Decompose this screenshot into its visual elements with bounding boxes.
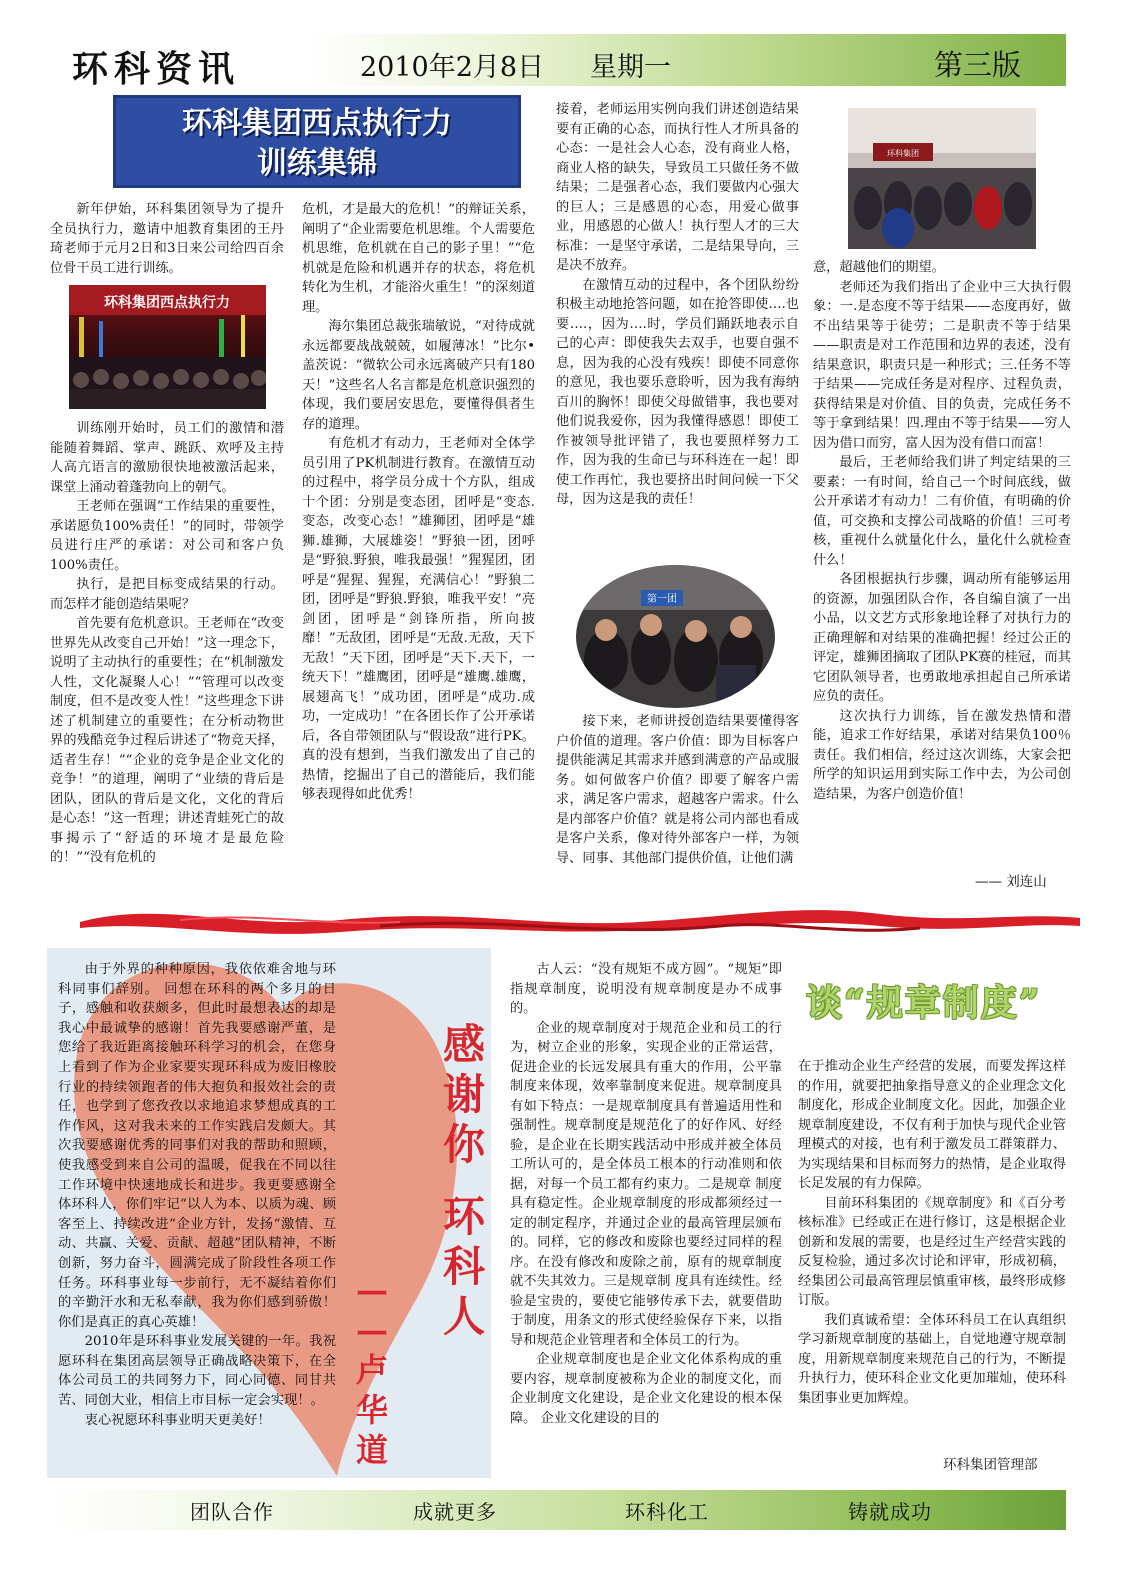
seminar-hall-image: [848, 108, 1036, 249]
paragraph: 由于外界的种种原因，我依依难舍地与环科同事们辞别。 回想在环科的两个多月的日子，感触和收获颇多，但此时最想表达的却是我心中最诚挚的感谢！首先我要感谢严董，是您给了我近距离接触环科学习的机会，在您身上看到了作为企业家要实现环科成为废旧橡胶行业的持续领跑者的伟大抱负和报效社会的责任，也学到了您孜孜以求地追求梦想成真的工作作风，这对我未来的工作实践启发颇大。其次我要感谢优秀的同事们对我的帮助和照顾，使我感受到来自公司的温暖，促我在不同以往工作环境中快速地成长和进步。我更要感谢全体环科人，你们牢记“以人为本、以质为魂、顾客至上、持续改进”企业方针，发扬“激情、互动、共赢、关爱、贡献、超越”团队精神，不断创新，努力奋斗，圆满完成了阶段性各项工作任务。环科事业每一步前行，无不凝结着你们的辛勤汗水和无私奉献，我为你们感到骄傲！你们是真正的真心英雄！: [58, 962, 336, 1330]
title-char: 谢: [442, 1070, 485, 1119]
thanks-signature-vertical: [352, 1270, 392, 1470]
paragraph: 新年伊始，环科集团领导为了提升全员执行力，邀请中旭教育集团的王丹琦老师于元月2日和3日来公司给四百余位骨干员工进行训练。: [50, 202, 284, 276]
paragraph: 企业规章制度也是企业文化体系构成的重要内容，规章制度被称为企业的制度文化，而企业制度文化建设，是企业文化建设的根本保障。 企业文化建设的目的: [510, 1352, 782, 1426]
paragraph: 接着，老师运用实例向我们讲述创造结果要有正确的心态，而执行性人才所具备的心态：一是社会人心态，没有商业人格，商业人格的缺失，导致员工只做任务不做结果；二是强者心态，我们要做内心强大的巨人；三是感恩的心态，用爱心做事业，用感恩的心做人！执行型人才的三大标准：一是坚守承诺，二是结果导向，三是决不放弃。: [556, 102, 799, 273]
sign-char: 卢: [355, 1351, 388, 1389]
sign-char: —: [356, 1271, 388, 1309]
red-ribbon-divider: [80, 892, 1080, 952]
paragraph: 首先要有危机意识。王老师在“改变世界先从改变自己开始！”这一理念下，说明了主动执行的重要性；在“机制激发人性，文化凝聚人心！”“管理可以改变制度，但不是改变人性！”这些理念下讲述了机制建立的重要性；在分析动物世界的残酷竞争过程后讲述了“物竞天择，适者生存！”“企业的竞争是企业文化的竞争！”的道理，阐明了“业绩的背后是团队，团队的背后是文化，文化的背后是心态！”这一哲理；讲述青蛙死亡的故事揭示了“舒适的环境才是最危险的！”“没有危机的: [50, 616, 284, 865]
paragraph: 在于推动企业生产经营的发展，而要发挥这样的作用，就要把抽象指导意义的企业理念文化制度化，形成企业制度文化。因此，加强企业规章制度建设，不仅有利于加快与现代企业管理模式的对接，也有利于激发员工群策群力、为实现结果和目标而努力的热情，是企业取得长足发展的有力保障。: [798, 1059, 1066, 1191]
team-group-image: [576, 565, 775, 708]
training-stage-image: [69, 285, 266, 409]
training-photo-oval: [576, 565, 775, 708]
issue-weekday: 星期一: [590, 52, 671, 83]
thanks-title-vertical: [434, 1020, 494, 1342]
paragraph: 衷心祝愿环科事业明天更美好！: [84, 1412, 271, 1428]
footer-slogan-4: 铸就成功: [848, 1500, 932, 1524]
masthead-title: 环科资讯: [72, 48, 241, 90]
paragraph: 危机，才是最大的危机！”的辩证关系，阐明了“企业需要危机思维。个人需要危机思维，危机就在自己的影子里！”“危机就是危险和机遇并存的状态，将危机转化为生机，才能浴火重生！”的深刻道理。: [302, 202, 535, 315]
paragraph: 有危机才有动力，王老师对全体学员引用了PK机制进行教育。在激情互动的过程中，将学员分成十个方队，组成十个团：分别是变态团，团呼是“变态.变态，改变心态！”雄狮团，团呼是“雄狮.雄狮，大展雄姿！”野狼一团，团呼是“野狼.野狼，唯我最强！”猩猩团，团呼是“猩猩、猩猩，充满信心！”野狼二团，团呼是“野狼.野狼，唯我平安！”亮剑团，团呼是“剑锋所指，所向披靡！”无敌团，团呼是“无敌.无敌，天下无敌！”天下团，团呼是“天下.天下，一统天下！”雄鹰团，团呼是“雄鹰.雄鹰，展翅高飞！”成功团，团呼是“成功.成功，一定成功！”在各团长作了公开承诺后，各自带领团队与“假设敌”进行PK。真的没有想到，当我们激发出了自己的热情，挖掘出了自己的潜能后，我们能够表现得如此优秀！: [302, 436, 535, 802]
paragraph: 在激情互动的过程中，各个团队纷纷积极主动地抢答问题，如在抢答即使….也要….，因为….时，学员们踊跃地表示自己的心声：即使我失去双手，也要自强不息，因为我的心没有残疾！即使不同意你的意见，我也要乐意聆听，因为我有海纳百川的胸怀！即使父母做错事，我也要对他们说我爱你，因为我懂得感恩！即使工作被领导批评错了，我也要照样努力工作，因为我的生命已与环科连在一起！即使工作再忙，我也要挤出时间问候一下父母，因为这是我的责任！: [556, 277, 799, 507]
paragraph: 训练刚开始时，员工们的激情和潜能随着舞蹈、掌声、跳跃、欢呼及主持人高亢语言的激励很快地被激活起来，课堂上涌动着蓬勃向上的朝气。: [50, 421, 284, 495]
paragraph: 意，超越他们的期望。: [813, 260, 945, 275]
paragraph: 执行，是把目标变成结果的行动。而怎样才能创造结果呢？: [50, 577, 284, 612]
title-char: 科: [442, 1242, 485, 1291]
rules-article-signature: 环科集团管理部: [943, 1457, 1038, 1473]
paragraph: 老师还为我们指出了企业中三大执行假象：一.是态度不等于结果——态度再好，做不出结果等于徒劳；二是职责不等于结果——职责是对工作范围和边界的表述，没有结果意识，职责只是一种形式；三.任务不等于结果——完成任务是对程序、过程负责，获得结果是对价值、目的负责，完成任务不等于拿到结果！四.理由不等于结果——穷人因为借口而穷，富人因为没有借口而富！: [813, 279, 1071, 451]
article1-title-line2: 训练集锦: [257, 146, 377, 181]
footer-slogan-2: 成就更多: [413, 1500, 497, 1524]
edition-label: 第三版: [934, 48, 1022, 82]
svg-text:环科集团西点执行力: 环科集团西点执行力: [104, 295, 230, 311]
issue-date: 2010年2月8日: [360, 52, 545, 83]
article1-col1b: [50, 419, 284, 893]
sign-char: —: [356, 1311, 388, 1349]
title-char: 人: [442, 1292, 485, 1341]
sign-char: 华: [355, 1391, 388, 1429]
training-photo-1: [69, 285, 266, 409]
footer-slogan-1: 团队合作: [190, 1500, 274, 1524]
paragraph: 古人云：“没有规矩不成方圆”。“规矩”即指规章制度，说明没有规章制度是办不成事的。: [510, 962, 782, 1016]
article1-title-line1: 环科集团西点执行力: [182, 106, 452, 141]
rules-article-col1: [510, 960, 782, 1475]
article1-col1a: [50, 200, 284, 282]
paragraph: 海尔集团总裁张瑞敏说，“对待成就永远都要战战兢兢，如履薄冰！”比尔•盖茨说：“微软公司永远离破产只有180天！”这些名人名言都是危机意识强烈的体现，我们要居安思危，要懂得俱者生存的道理。: [302, 319, 535, 432]
paragraph: 这次执行力训练，旨在激发热情和潜能，追求工作好结果，承诺对结果负100％责任。我们相信，经过这次训练，大家会把所学的知识运用到实际工作中去，为公司创造结果，为客户创造价值！: [813, 708, 1071, 802]
article1-col4: [813, 258, 1071, 868]
svg-text:第一团: 第一团: [647, 594, 677, 605]
article1-title: [113, 95, 521, 188]
paragraph: 王老师在强调“工作结果的重要性，承诺愿负100%责任！”的同时，带领学员进行庄严的承诺：对公司和客户负100%责任。: [50, 499, 284, 573]
paragraph: 接下来，老师讲授创造结果要懂得客户价值的道理。客户价值：即为目标客户提供能满足其需求并感到满意的产品或服务。如何做客户价值？即要了解客户需求，满足客户需求，超越客户需求。什么是内部客户价值？就是将公司内部也看成是客户关系，像对待外部客户一样，为领导、同事、其他部门提供价值，让他们满: [556, 714, 799, 866]
title-char: 感: [442, 1020, 485, 1069]
thanks-article-text: [58, 960, 336, 1472]
svg-text:环科集团: 环科集团: [887, 149, 919, 158]
title-char: 你: [442, 1120, 485, 1169]
paragraph: 目前环科集团的《规章制度》和《百分考核标准》已经或正在进行修订，这是根据企业创新和发展的需要，也是经过生产经营实践的反复检验，通过多次讨论和评审，形成初稿，经集团公司最高管理层慎重审核，最终形成修订版。: [798, 1195, 1066, 1308]
paragraph: 最后，王老师给我们讲了判定结果的三要素：一有时间，给自己一个时间底线，做公开承诺才有动力！二有价值，有明确的价值，可交换和支撑公司战略的价值！三可考核，重视什么就量化什么，量化什么就检查什么！: [813, 455, 1071, 568]
paragraph: 2010年是环科事业发展关键的一年。我祝愿环科在集团高层领导正确战略决策下，在全体公司员工的共同努力下，同心同德、同甘共苦、同创大业，相信上市目标一定会实现！。: [58, 1334, 336, 1409]
training-photo-2: [848, 108, 1036, 249]
paragraph: 我们真诚希望：全体环科员工在认真组织学习新规章制度的基础上，自觉地遵守规章制度，用新规章制度来规范自己的行为，不断提升执行力，使环科企业文化更加璀灿，使环科集团事业更加辉煌。: [798, 1312, 1066, 1406]
article1-author: —— 刘连山: [975, 874, 1047, 890]
sign-char: 道: [355, 1431, 388, 1469]
title-char: 环: [442, 1192, 485, 1241]
article1-col3a: [556, 100, 799, 560]
paragraph: 各团根据执行步骤，调动所有能够运用的资源，加强团队合作，各自编自演了一出小品，以文艺方式形象地诠释了对执行力的正确理解和对结果的准确把握！经过公正的评定，雄狮团摘取了团队PK赛的桂冠，而其它团队领导者，也勇敢地承担起自己所承诺应负的责任。: [813, 572, 1071, 704]
paragraph: 企业的规章制度对于规范企业和员工的行为，树立企业的形象，实现企业的正常运营，促进企业的长远发展具有重大的作用，公平靠制度来体现，效率靠制度来促进。规章制度具有如下特点：一是规章制度具有普遍适用性和强制性。规章制度是规范化了的好作风、好经验，是企业在长期实践活动中形成并被全体员工所认可的，是全体员工根本的行动准则和依据，对每一个员工都有约束力。二是规章 制度具有稳定性。企业规章制度的形成都须经过一定的制定程序，并通过企业的最高管理层颁布的。同样，它的修改和废除也要经过同样的程序。在没有修改和废除之前，原有的规章制度就不失其效力。三是规章制 度具有连续性。经验是宝贵的，要使它能够传承下去，就要借助于制度，用条文的形式使经验保存下来，以指导和规范企业管理者和全体员工的行为。: [510, 1020, 782, 1348]
footer-slogan-3: 环科化工: [625, 1500, 709, 1524]
rules-article-col2: [798, 1057, 1066, 1447]
rules-article-title: 谈“规章制度”: [806, 982, 1042, 1024]
article1-col2: [302, 200, 535, 893]
article1-col3b: [556, 712, 799, 893]
